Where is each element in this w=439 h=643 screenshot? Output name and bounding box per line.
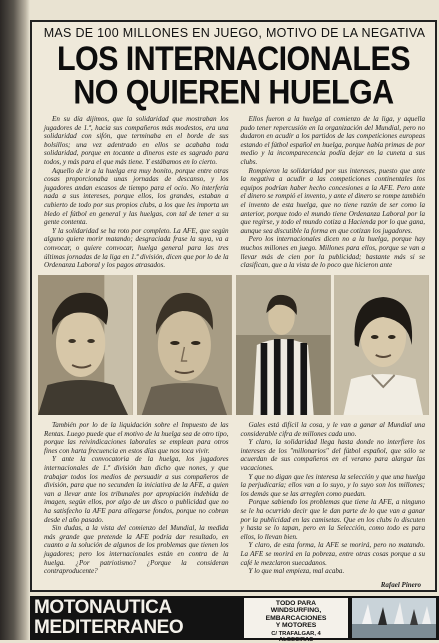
ad-tagline-line: WINDSURFING,: [270, 607, 322, 615]
article-headline: [36, 39, 431, 112]
article-page: [30, 20, 437, 592]
paragraph: También por lo de la liquidación sobre el Impuesto de las Rentas. Luego puede que el motivo de la huelga sea de otro tipo, porque las reivindicaciones laborales se emplean para otros fines con harta frecuencia en estos días que nos toca vivir.: [44, 421, 229, 455]
bottom-text-columns: [44, 421, 425, 579]
advertisement-banner: [30, 596, 439, 643]
player-photo-3: [236, 275, 331, 415]
ad-tagline: [244, 598, 348, 630]
paragraph: Ellos fueron a la huelga al comienzo de la liga, y aquella pudo tener repercusión en la organización del Mundial, pero no dudaron en acudir a los partidos de las competiciones europeas estando el fútbol español en huelga, porque había primas de por medio y la incomparecencia podía dejar en la cuneta a sus clubs.: [240, 115, 425, 166]
author-signature: Rafael Pinero: [380, 581, 421, 589]
headline-line-2: NO QUIEREN HUELGA: [73, 73, 394, 112]
paragraph: Pero los internacionales dicen no a la huelga, porque hay muchos millones en juego. Millones para ellos, porque se van a llevar más de cien por la publicidad; bastante más si se clasifican, que a la vista de lo poco que hicieron ante: [240, 235, 425, 270]
paragraph: En su día dijimos, que la solidaridad que mostraban los jugadores de 1.ª, hacia sus compañeros más modestos, era una solidaridad con sifón, que terminaba en el borde de sus bolsillos; una vez adentrado en ellos se acababa toda solidaridad, porque en tocante a dineros este es sagrado para todos, y más para el que más tiene. Y estábamos en lo cierto.: [44, 115, 229, 166]
article-kicker: MAS DE 100 MILLONES EN JUEGO, MOTIVO DE LA NEGATIVA: [43, 26, 426, 40]
paragraph: Y ante la convocatoria de la huelga, los jugadores internacionales de 1.ª división han dicho que nones, y que trabajar todos los medios de persuadir a sus compañeros de división, para que no secunden la iniciativa de la AFE, a quien van a llevar ante los tribunales por apropiación indebida de imagen, según ellos, por algo de un disco o publicidad que no ha satisfecho la AFE para allegarse fondos, porque no cobran desde el año pasado.: [44, 455, 229, 524]
text-column-top-right: [241, 115, 426, 270]
photo-strip: [38, 275, 429, 415]
paragraph: Y la solidaridad se ha roto por completo. La AFE, que según alguno quiere morir matando; desgraciada frase la suya, va a convocar, o quiere convocar, huelga general para las tres últimas jornadas de la liga en 1.ª división, dicen que por lo de la Ordenanza Laboral y los pagos atrasados.: [44, 226, 229, 270]
ad-tagline-line: Y MOTORES: [275, 622, 317, 630]
text-column-bottom-left: [44, 421, 229, 579]
ad-info-box: [244, 598, 348, 643]
text-column-top-left: [44, 115, 229, 270]
ad-brand-line-1: MOTONAUTICA: [34, 597, 172, 618]
headline-line-1: LOS INTERNACIONALES: [57, 39, 410, 78]
page-binding: [0, 0, 30, 640]
paragraph: Sin dudas, a la vista del comienzo del Mundial, la medida más grande que pretende la AFE podría dar resultado, en cuanto a la solución de algunos de los problemas que tienen los jugadores; pero los internacionales están en contra de la huelga. ¿Por patriotismo? ¿Porque la consideran contraproducente?: [44, 524, 229, 576]
paragraph: Aquello de ir a la huelga era muy bonito, porque entre otras cosas proporcionaba unas jornadas de descanso, y los jugadores andan escasos de tiempo para el ocio. No interfería nada a sus intereses, porque ellos, los grandes, estaban a cubierto de todo por sus propios clubs, a los que les importa un bledo el fútbol en general y las huelgas, con tal de tener a su gente contenta.: [44, 166, 229, 227]
paragraph: Y que no digan que les interesa la selección y que una huelga la perjudicaría; ellos van a lo suyo, y lo suyo son los millones; los demás que se las arreglen como puedan.: [240, 472, 425, 498]
ad-address: [244, 631, 348, 643]
paragraph: Y claro, de esta forma, la AFE se morirá, pero no matando. La AFE se morirá en la pobreza, entre otras cosas porque a su café le mezclaron suecadanos.: [240, 541, 425, 567]
player-photo-2: [137, 275, 232, 415]
ad-address-line: C/ TRAFALGAR, 4: [271, 630, 321, 637]
top-text-columns: [44, 115, 425, 270]
paragraph: Y lo que mal empieza, mal acaba.: [248, 567, 345, 576]
ad-brand-name: [34, 598, 234, 638]
ad-address-line: ALGECIRAS: [278, 637, 314, 643]
paragraph: Porque sabiendo los problemas que tiene la AFE, a ninguno se le ha ocurrido decir que le dan parte de lo que van a ganar por la publicidad en las camisetas. Que en los clubs lo discuten y hasta se lo tapan, pero en la Selección, como todo es para ellos, lo llevan bien.: [240, 498, 425, 541]
player-photo-4: [334, 275, 429, 415]
paragraph: Gales está difícil la cosa, y le van a ganar al Mundial una considerable cifra de millones cada uno.: [240, 421, 425, 438]
paragraph: Y claro, la solidaridad llega hasta donde no interfiere los intereses de los "millonarios" del fútbol español, que sólo se acuerdan de sus compañeros en el verano para alargar las vacaciones.: [240, 438, 425, 472]
ad-tagline-line: EMBARCACIONES: [265, 614, 327, 622]
player-photo-1: [38, 275, 133, 415]
paragraph: Rompieron la solidaridad por sus intereses, puesto que ante la negativa a acudir a las competiciones continentales los equipos podrían haber hecho concesiones a la AFE. Pero ante el dinero se rompió el invento, y ante el dinero se rompe también el invento de esta huelga, que no tiene razón de ser como la anterior, porque todo el mundo tiene Ordenanza Laboral por la que regirse, y todo el mundo cotiza a Hacienda por lo que gana, aunque sea discutible la forma en que cotizan los jugadores.: [240, 166, 425, 235]
ad-tagline-line: TODO PARA: [275, 600, 317, 607]
text-column-bottom-right: [241, 421, 426, 579]
ad-windsurf-photo: [352, 598, 436, 638]
ad-brand-line-2: MEDITERRANEO: [34, 617, 184, 638]
